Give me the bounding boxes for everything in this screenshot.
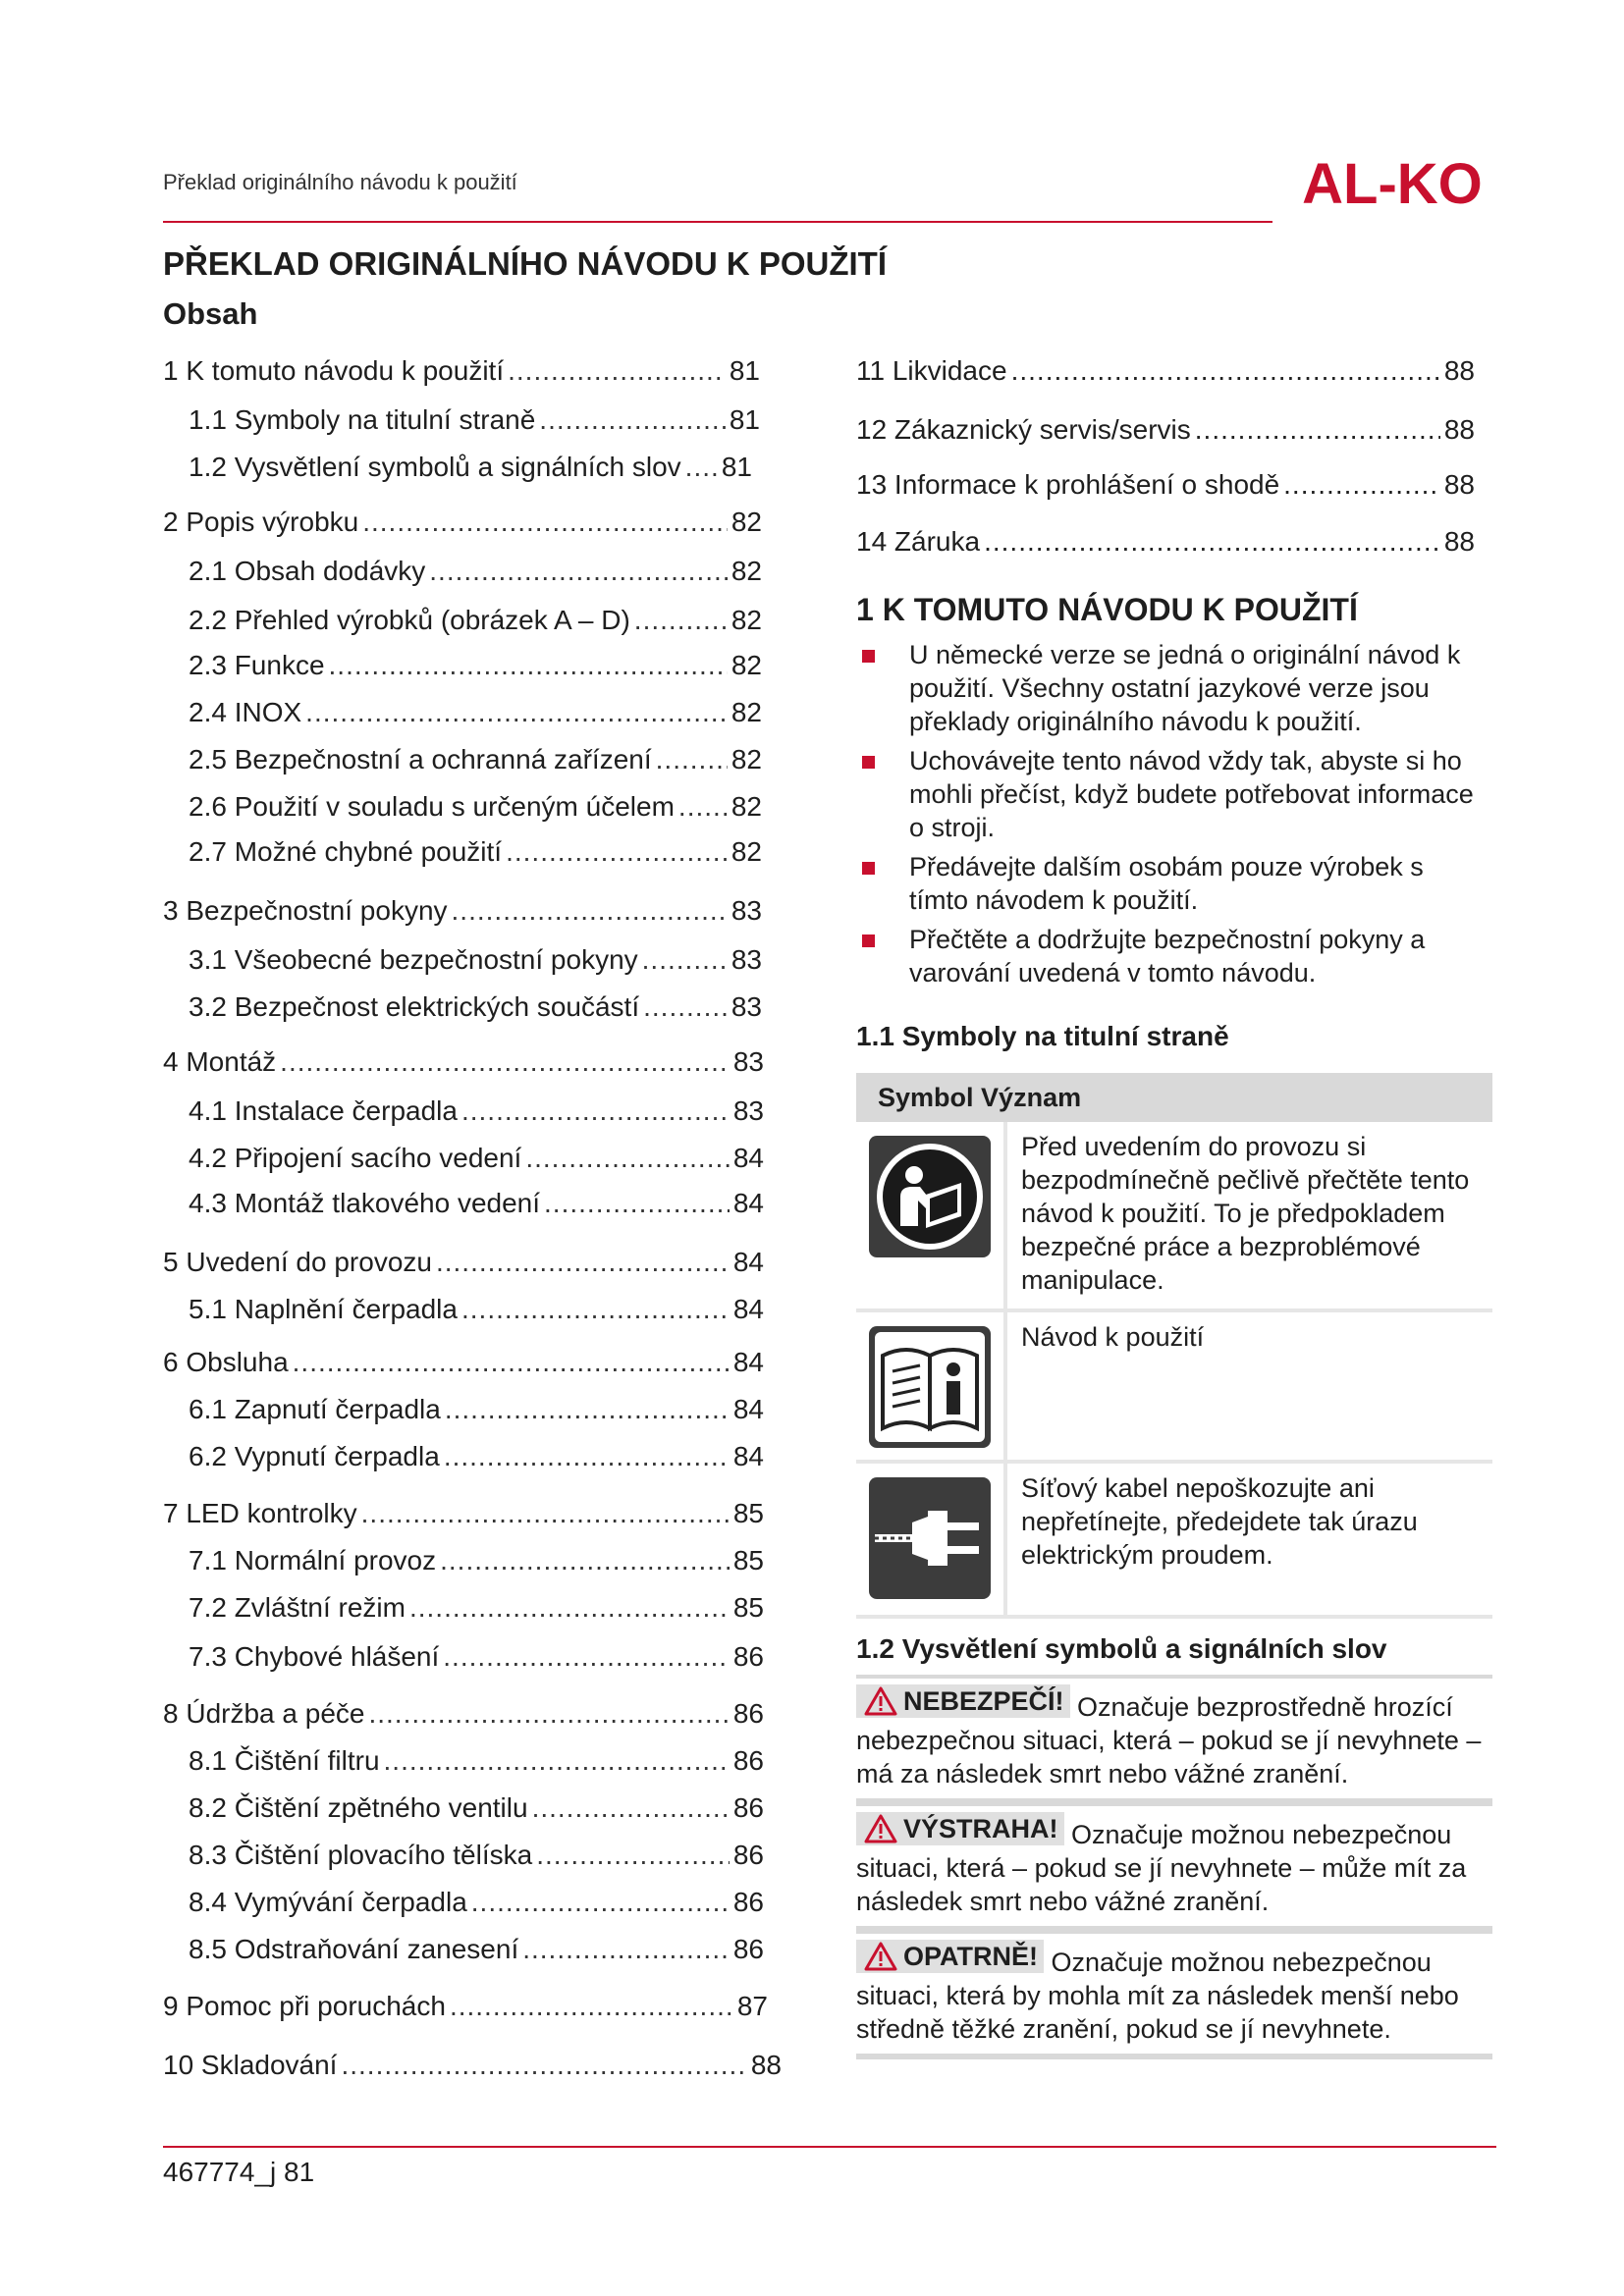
toc-entry[interactable] <box>856 414 1475 446</box>
toc-entry-page: 86 <box>732 1887 764 1917</box>
toc-leader-dots <box>436 1247 730 1278</box>
toc-entry-title: 4 Montáž <box>163 1046 277 1077</box>
toc-leader-dots <box>444 1441 730 1472</box>
warning-triangle-icon <box>864 1942 897 1971</box>
toc-leader-dots <box>461 1095 730 1127</box>
toc-entry[interactable] <box>189 697 762 728</box>
toc-entry[interactable] <box>189 744 762 775</box>
toc-leader-dots <box>384 1745 730 1777</box>
toc-entry[interactable] <box>189 1394 764 1425</box>
toc-entry[interactable] <box>189 452 752 483</box>
toc-entry-page: 82 <box>731 650 762 680</box>
section-1-bullets <box>856 638 1485 995</box>
toc-entry-title: 7.3 Chybové hlášení <box>189 1641 440 1672</box>
toc-entry-page: 85 <box>732 1592 764 1623</box>
footer-rule <box>163 2146 1496 2148</box>
toc-entry-title: 3.1 Všeobecné bezpečnostní pokyny <box>189 944 638 975</box>
column-symbol: Symbol <box>878 1082 974 1112</box>
symbol-table <box>856 1073 1492 1619</box>
toc-leader-dots <box>361 1498 730 1529</box>
toc-entry-page: 84 <box>732 1441 764 1471</box>
toc-entry[interactable] <box>189 1545 764 1576</box>
signal-word-label <box>856 1684 1070 1718</box>
toc-entry[interactable] <box>856 526 1475 558</box>
toc-entry[interactable] <box>163 1498 764 1529</box>
toc-entry-title: 2.2 Přehled výrobků (obrázek A – D) <box>189 605 630 635</box>
toc-leader-dots <box>685 452 718 483</box>
toc-entry[interactable] <box>189 556 762 587</box>
toc-entry[interactable] <box>189 791 762 823</box>
toc-leader-dots <box>368 1698 729 1730</box>
toc-entry-page: 86 <box>732 1792 764 1823</box>
signal-word: OPATRNĚ! <box>903 1942 1038 1971</box>
toc-leader-dots <box>443 1641 730 1673</box>
bullet-item: Přečtěte a dodržujte bezpečnostní pokyny a varování uvedená v tomto návodu. <box>856 923 1485 989</box>
toc-leader-dots <box>293 1347 730 1378</box>
read-manual-icon <box>869 1136 991 1257</box>
toc-entry-title: 4.3 Montáž tlakového vedení <box>189 1188 541 1218</box>
toc-entry-page: 84 <box>732 1347 764 1377</box>
toc-entry[interactable] <box>189 1294 764 1325</box>
toc-entry-page: 84 <box>732 1294 764 1324</box>
power-plug-icon <box>869 1477 991 1599</box>
toc-entry-page: 82 <box>731 744 762 774</box>
toc-entry-page: 82 <box>731 605 762 635</box>
toc-entry-title: 8.2 Čištění zpětného ventilu <box>189 1792 528 1823</box>
toc-entry-page: 88 <box>750 2050 782 2080</box>
signal-word: VÝSTRAHA! <box>903 1814 1058 1843</box>
toc-entry-title: 8.4 Vymývání čerpadla <box>189 1887 467 1917</box>
toc-leader-dots <box>450 1991 733 2022</box>
toc-entry-page: 83 <box>732 1046 764 1077</box>
column-meaning: Význam <box>981 1082 1082 1112</box>
toc-leader-dots <box>532 1792 730 1824</box>
section-1-2-title: 1.2 Vysvětlení symbolů a signálních slov <box>856 1633 1387 1664</box>
symbol-meaning: Síťový kabel nepoškozujte ani nepřetínejte, předejdete tak úrazu elektrickým proudem. <box>1021 1473 1418 1570</box>
signal-word-label <box>856 1812 1064 1845</box>
signal-danger <box>856 1675 1492 1804</box>
toc-entry-title: 6.1 Zapnutí čerpadla <box>189 1394 441 1424</box>
toc-entry[interactable] <box>163 1247 764 1278</box>
symbol-row <box>856 1464 1492 1619</box>
toc-entry-title: 7.2 Zvláštní režim <box>189 1592 406 1623</box>
toc-entry-title: 2.5 Bezpečnostní a ochranná zařízení <box>189 744 652 774</box>
toc-entry-page: 83 <box>731 991 762 1022</box>
toc-entry-page: 85 <box>732 1545 764 1575</box>
toc-entry[interactable] <box>189 605 762 636</box>
toc-entry-title: 5.1 Naplnění čerpadla <box>189 1294 458 1324</box>
symbol-row <box>856 1122 1492 1312</box>
toc-leader-dots <box>280 1046 730 1078</box>
toc-entry[interactable] <box>163 1046 764 1078</box>
toc-leader-dots <box>508 355 726 387</box>
toc-entry[interactable] <box>163 1347 764 1378</box>
toc-entry[interactable] <box>163 355 760 387</box>
toc-entry[interactable] <box>189 944 762 976</box>
toc-entry-title: 10 Skladování <box>163 2050 338 2080</box>
toc-entry-page: 87 <box>736 1991 768 2021</box>
toc-entry-page: 84 <box>732 1188 764 1218</box>
toc-entry-page: 82 <box>731 697 762 727</box>
toc-leader-dots <box>678 791 728 823</box>
toc-leader-dots <box>452 895 728 927</box>
toc-entry-title: 8.1 Čištění filtru <box>189 1745 380 1776</box>
toc-entry-page: 85 <box>732 1498 764 1528</box>
signal-word: NEBEZPEČÍ! <box>903 1686 1064 1716</box>
toc-leader-dots <box>536 1840 730 1871</box>
toc-entry-page: 86 <box>732 1840 764 1870</box>
toc-entry-title: 5 Uvedení do provozu <box>163 1247 432 1277</box>
toc-leader-dots <box>440 1545 730 1576</box>
toc-entry-title: 6 Obsluha <box>163 1347 289 1377</box>
toc-entry-title: 11 Likvidace <box>856 355 1007 386</box>
toc-entry[interactable] <box>189 1592 764 1624</box>
toc-entry-title: 8.3 Čištění plovacího tělíska <box>189 1840 533 1870</box>
toc-entry[interactable] <box>189 1095 764 1127</box>
section-1-title: 1 K TOMUTO NÁVODU K POUŽITÍ <box>856 592 1358 627</box>
toc-entry[interactable] <box>856 355 1475 387</box>
signal-description: Označuje bezprostředně hrozící nebezpečnou situaci, která – pokud se jí nevyhnete – má za následek smrt nebo vážné zranění. <box>856 1692 1482 1789</box>
symbol-table-header <box>856 1073 1492 1122</box>
toc-entry[interactable] <box>189 1887 764 1918</box>
toc-entry-page: 86 <box>732 1745 764 1776</box>
toc-entry-title: 13 Informace k prohlášení o shodě <box>856 469 1280 500</box>
toc-entry[interactable] <box>189 1188 764 1219</box>
toc-leader-dots <box>445 1394 730 1425</box>
document-title: PŘEKLAD ORIGINÁLNÍHO NÁVODU K POUŽITÍ <box>163 245 888 282</box>
toc-leader-dots <box>341 2050 746 2081</box>
toc-leader-dots <box>471 1887 730 1918</box>
toc-entry-title: 1.1 Symboly na titulní straně <box>189 404 536 435</box>
toc-leader-dots <box>1283 469 1440 501</box>
toc-entry-title: 8.5 Odstraňování zanesení <box>189 1934 519 1964</box>
toc-leader-dots <box>362 507 728 538</box>
toc-entry-title: 4.1 Instalace čerpadla <box>189 1095 458 1126</box>
toc-leader-dots <box>539 404 726 436</box>
toc-entry[interactable] <box>189 836 762 868</box>
toc-entry[interactable] <box>189 1143 764 1174</box>
toc-leader-dots <box>305 697 728 728</box>
signal-warning <box>856 1802 1492 1932</box>
toc-entry-page: 88 <box>1443 355 1475 386</box>
toc-leader-dots <box>1011 355 1440 387</box>
logo-text: AL-KO <box>1302 155 1483 210</box>
signal-caution <box>856 1930 1492 2059</box>
footer-page-number: 467774_j 81 <box>163 2157 315 2187</box>
toc-entry-title: 2.3 Funkce <box>189 650 325 680</box>
toc-leader-dots <box>656 744 728 775</box>
toc-entry-title: 7.1 Normální provoz <box>189 1545 437 1575</box>
toc-entry-page: 82 <box>731 556 762 586</box>
bullet-item: Uchovávejte tento návod vždy tak, abyste si ho mohli přečíst, když budete potřebovat informace o stroji. <box>856 744 1485 844</box>
toc-entry-title: 2.6 Použití v souladu s určeným účelem <box>189 791 675 822</box>
signal-description: Označuje možnou nebezpečnou situaci, která by mohla mít za následek menší nebo středně těžké zranění, pokud se jí nevyhnete. <box>856 1948 1459 2044</box>
toc-entry-page: 84 <box>732 1247 764 1277</box>
toc-entry[interactable] <box>189 1792 764 1824</box>
toc-leader-dots <box>642 944 728 976</box>
toc-entry[interactable] <box>189 1745 764 1777</box>
toc-entry-title: 3 Bezpečnostní pokyny <box>163 895 448 926</box>
manual-info-icon <box>869 1326 991 1448</box>
toc-leader-dots <box>506 836 728 868</box>
toc-entry-page: 86 <box>732 1698 764 1729</box>
toc-entry-title: 7 LED kontrolky <box>163 1498 357 1528</box>
toc-entry-page: 82 <box>731 507 762 537</box>
toc-leader-dots <box>429 556 728 587</box>
warning-triangle-icon <box>864 1686 897 1716</box>
toc-entry-title: 2.7 Možné chybné použití <box>189 836 503 867</box>
toc-entry[interactable] <box>189 991 762 1023</box>
toc-entry-title: 2.4 INOX <box>189 697 302 727</box>
toc-heading: Obsah <box>163 296 258 331</box>
warning-triangle-icon <box>864 1814 897 1843</box>
toc-leader-dots <box>525 1143 730 1174</box>
toc-entry-page: 82 <box>731 836 762 867</box>
toc-entry-page: 88 <box>1443 469 1475 500</box>
header-rule <box>163 221 1272 223</box>
toc-leader-dots <box>634 605 728 636</box>
toc-leader-dots <box>329 650 728 681</box>
bullet-item: U německé verze se jedná o originální návod k použití. Všechny ostatní jazykové verze jsou překlady originálního návodu k použití. <box>856 638 1485 738</box>
toc-entry-page: 81 <box>729 355 760 386</box>
toc-entry-title: 1.2 Vysvětlení symbolů a signálních slov <box>189 452 681 482</box>
alko-logo <box>1288 155 1496 210</box>
toc-entry-title: 14 Záruka <box>856 526 981 557</box>
toc-entry[interactable] <box>189 1641 764 1673</box>
toc-entry-page: 81 <box>721 452 752 482</box>
toc-entry-title: 6.2 Vypnutí čerpadla <box>189 1441 440 1471</box>
toc-entry-page: 86 <box>732 1641 764 1672</box>
toc-entry-title: 3.2 Bezpečnost elektrických součástí <box>189 991 640 1022</box>
section-1-1-title: 1.1 Symboly na titulní straně <box>856 1021 1229 1051</box>
toc-entry-page: 83 <box>732 1095 764 1126</box>
symbol-meaning: Návod k použití <box>1021 1322 1205 1352</box>
toc-entry-page: 84 <box>732 1394 764 1424</box>
toc-leader-dots <box>544 1188 730 1219</box>
toc-leader-dots <box>1195 414 1440 446</box>
toc-entry-title: 12 Zákaznický servis/servis <box>856 414 1191 445</box>
running-title: Překlad originálního návodu k použití <box>163 170 517 194</box>
toc-entry-page: 82 <box>731 791 762 822</box>
toc-entry[interactable] <box>163 1991 768 2022</box>
toc-entry-title: 2.1 Obsah dodávky <box>189 556 426 586</box>
toc-leader-dots <box>461 1294 730 1325</box>
toc-leader-dots <box>984 526 1440 558</box>
toc-leader-dots <box>409 1592 730 1624</box>
symbol-meaning: Před uvedením do provozu si bezpodmínečně pečlivě přečtěte tento návod k použití. To je předpokladem bezpečné práce a bezproblémové manipulace. <box>1021 1132 1470 1295</box>
toc-leader-dots <box>522 1934 730 1965</box>
toc-entry-page: 83 <box>731 944 762 975</box>
toc-entry-page: 86 <box>732 1934 764 1964</box>
signal-description: Označuje možnou nebezpečnou situaci, která – pokud se jí nevyhnete – může mít za následek smrt nebo vážné zranění. <box>856 1820 1467 1916</box>
signal-word-label <box>856 1940 1044 1973</box>
toc-entry[interactable] <box>856 469 1475 501</box>
toc-entry-title: 9 Pomoc při poruchách <box>163 1991 446 2021</box>
bullet-item: Předávejte dalším osobám pouze výrobek s tímto návodem k použití. <box>856 850 1485 917</box>
toc-entry-title: 8 Údržba a péče <box>163 1698 365 1729</box>
toc-entry-title: 1 K tomuto návodu k použití <box>163 355 505 386</box>
toc-entry[interactable] <box>189 1441 764 1472</box>
toc-entry-page: 88 <box>1443 526 1475 557</box>
toc-entry-title: 2 Popis výrobku <box>163 507 359 537</box>
toc-entry-title: 4.2 Připojení sacího vedení <box>189 1143 522 1173</box>
toc-entry[interactable] <box>163 507 762 538</box>
toc-leader-dots <box>643 991 728 1023</box>
toc-entry-page: 83 <box>731 895 762 926</box>
toc-entry[interactable] <box>189 1840 764 1871</box>
toc-entry-page: 88 <box>1443 414 1475 445</box>
toc-entry-page: 81 <box>729 404 760 435</box>
toc-entry-page: 84 <box>732 1143 764 1173</box>
toc-entry[interactable] <box>163 2050 782 2081</box>
toc-entry[interactable] <box>163 1698 764 1730</box>
toc-entry[interactable] <box>163 895 762 927</box>
symbol-row <box>856 1312 1492 1464</box>
toc-entry[interactable] <box>189 650 762 681</box>
toc-entry[interactable] <box>189 404 760 436</box>
toc-entry[interactable] <box>189 1934 764 1965</box>
